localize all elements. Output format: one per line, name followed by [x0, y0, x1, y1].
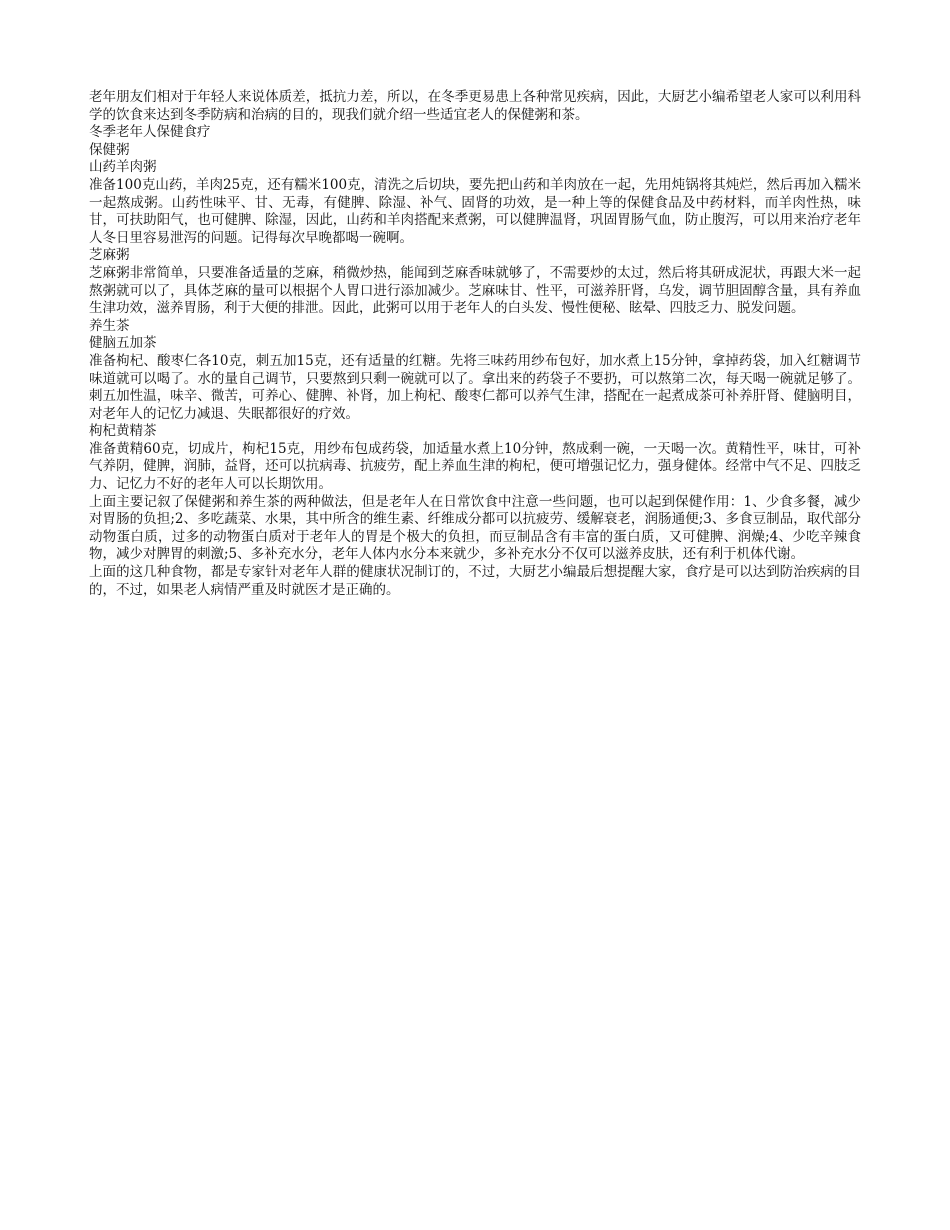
recipe-title-yam-mutton-porridge: 山药羊肉粥 — [89, 159, 157, 176]
intro-paragraph: 老年朋友们相对于年轻人来说体质差，抵抗力差，所以，在冬季更易患上各种常见疾病，因此，大厨艺小编希望老人家可以利用科学的饮食来达到冬季防病和治病的目的，现我们就介绍一些适宜老人的保健粥和茶。 — [89, 89, 861, 123]
recipe-title-goji-polygonatum-tea: 枸杞黄精茶 — [89, 423, 157, 440]
section-heading-porridge: 保健粥 — [89, 141, 130, 158]
recipe-title-sesame-porridge: 芝麻粥 — [89, 247, 130, 264]
article-title: 冬季老年人保健食疗 — [89, 124, 211, 141]
recipe-title-acanthopanax-tea: 健脑五加茶 — [89, 335, 157, 352]
closing-paragraph: 上面的这几种食物，都是专家针对老年人群的健康状况制订的，不过，大厨艺小编最后想提醒大家，食疗是可以达到防治疾病的目的，不过，如果老人病情严重及时就医才是正确的。 — [89, 564, 861, 598]
recipe-text-sesame-porridge: 芝麻粥非常简单，只要准备适量的芝麻，稍微炒热，能闻到芝麻香味就够了，不需要炒的太过，然后将其研成泥状，再跟大米一起熬粥就可以了，具体芝麻的量可以根据个人胃口进行添加减少。芝麻味甘、性平，可滋养肝肾，乌发，调节胆固醇含量，具有养血生津功效，滋养胃肠，利于大便的排泄。因此，此粥可以用于老年人的白头发、慢性便秘、眩晕、四肢乏力、脱发问题。 — [89, 264, 861, 317]
recipe-text-goji-polygonatum-tea: 准备黄精60克，切成片，枸杞15克，用纱布包成药袋，加适量水煮上10分钟，熬成剩一碗，一天喝一次。黄精性平，味甘，可补气养阴，健脾，润肺，益肾，还可以抗病毒、抗疲劳，配上养血生津的枸杞，便可增强记忆力，强身健体。经常中气不足、四肢乏力、记忆力不好的老年人可以长期饮用。 — [89, 440, 861, 493]
section-heading-tea: 养生茶 — [89, 317, 130, 334]
summary-paragraph: 上面主要记叙了保健粥和养生茶的两种做法，但是老年人在日常饮食中注意一些问题，也可以起到保健作用：1、少食多餐，减少对胃肠的负担;2、多吃蔬菜、水果，其中所含的维生素、纤维成分都可以抗疲劳、缓解衰老，润肠通便;3、多食豆制品，取代部分动物蛋白质，过多的动物蛋白质对于老年人的胃是个极大的负担，而豆制品含有丰富的蛋白质，又可健脾、润燥;4、少吃辛辣食物，减少对脾胃的刺激;5、多补充水分，老年人体内水分本来就少，多补充水分不仅可以滋养皮肤，还有利于机体代谢。 — [89, 493, 861, 563]
recipe-text-acanthopanax-tea: 准备枸杞、酸枣仁各10克，刺五加15克，还有适量的红糖。先将三味药用纱布包好，加水煮上15分钟，拿掉药袋，加入红糖调节味道就可以喝了。水的量自己调节，只要熬到只剩一碗就可以了。拿出来的药袋子不要扔，可以熬第二次，每天喝一碗就足够了。刺五加性温，味辛、微苦，可养心、健脾、补肾，加上枸杞、酸枣仁都可以养气生津，搭配在一起煮成茶可补养肝肾、健脑明目，对老年人的记忆力减退、失眠都很好的疗效。 — [89, 352, 861, 422]
recipe-text-yam-mutton-porridge: 准备100克山药，羊肉25克，还有糯米100克，清洗之后切块，要先把山药和羊肉放在一起，先用炖锅将其炖烂，然后再加入糯米一起熬成粥。山药性味平、甘、无毒，有健脾、除湿、补气、固肾的功效，是一种上等的保健食品及中药材料，而羊肉性热，味甘，可扶助阳气，也可健脾、除湿，因此，山药和羊肉搭配来煮粥，可以健脾温肾，巩固胃肠气血，防止腹泻，可以用来治疗老年人冬日里容易泄泻的问题。记得每次早晚都喝一碗啊。 — [89, 176, 861, 246]
article — [89, 89, 861, 599]
